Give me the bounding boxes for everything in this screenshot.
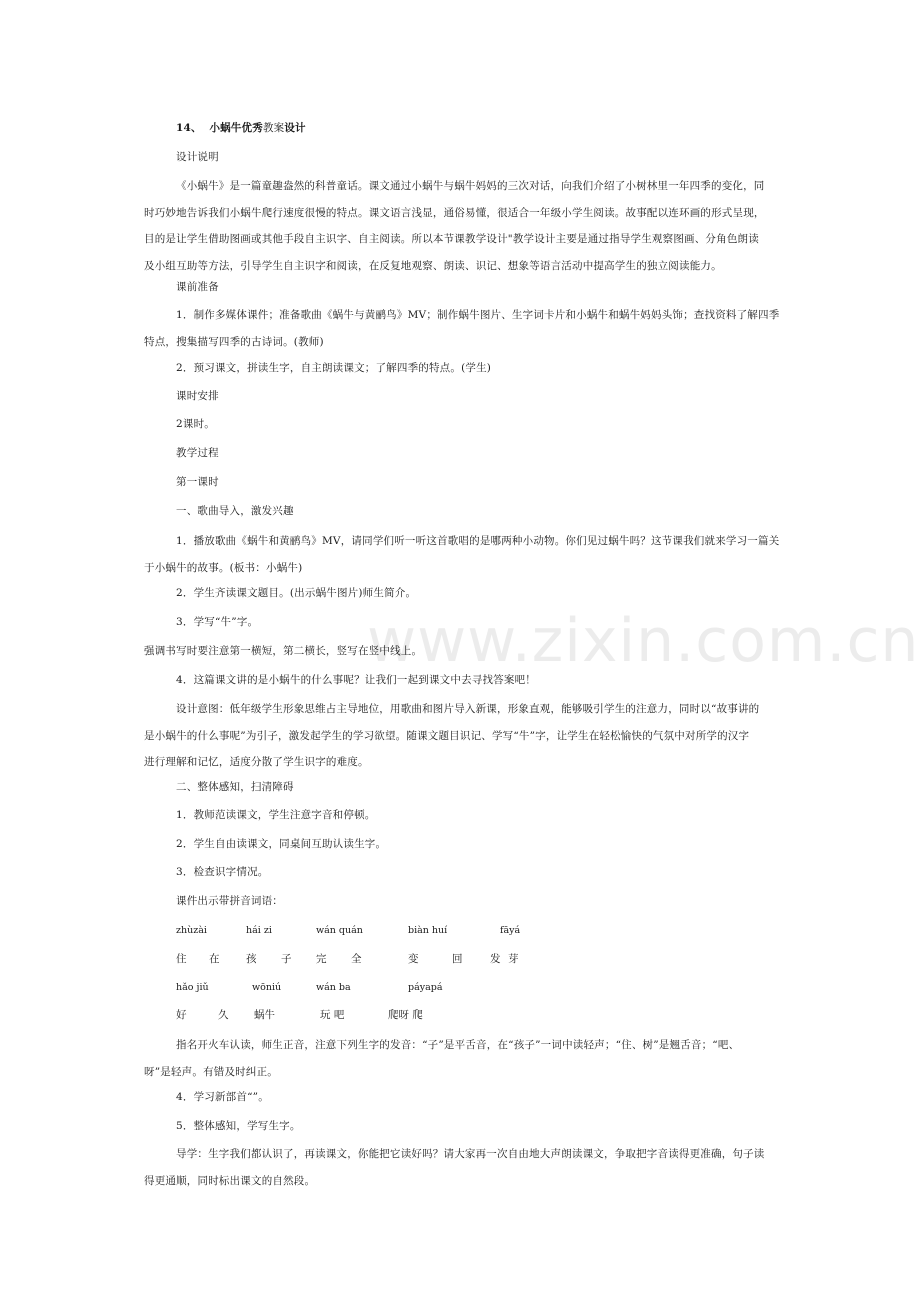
character: 发 bbox=[490, 953, 501, 965]
part2-item-4: 4．学习新部首“”。 bbox=[176, 1091, 269, 1103]
title-end: 设计 bbox=[284, 122, 306, 134]
pinyin-word: biàn huí bbox=[408, 925, 448, 936]
prep-item-2: 2．预习课文，拼读生字，自主朗读课文；了解四季的特点。(学生) bbox=[176, 362, 492, 374]
pinyin-word: wán ba bbox=[316, 982, 351, 993]
train-reading bbox=[144, 1032, 776, 1085]
pinyin-intro: 课件出示带拼音词语： bbox=[176, 895, 283, 907]
heading-process: 教学过程 bbox=[176, 447, 219, 459]
title-number: 14、 bbox=[176, 122, 202, 134]
character: 玩 吧 bbox=[320, 1009, 345, 1021]
character: 全 bbox=[351, 953, 362, 965]
paragraph-line: 于小蜗牛的故事。(板书：小蜗牛) bbox=[144, 561, 303, 574]
pinyin-word: fāyá bbox=[500, 925, 521, 936]
paragraph-line: 进行理解和记忆，适度分散了学生识字的难度。 bbox=[144, 756, 369, 768]
part1-item-3: 3．学写“牛”字。 bbox=[176, 616, 259, 628]
paragraph-line: 得更通顺，同时标出课文的自然段。 bbox=[144, 1174, 316, 1187]
character: 芽 bbox=[508, 953, 519, 965]
watermark: www.zixin.com.cn bbox=[367, 606, 920, 676]
paragraph-line: 特点，搜集描写四季的古诗词。(教师) bbox=[144, 335, 324, 348]
heading-preparation: 课前准备 bbox=[176, 281, 219, 293]
part1-item-1 bbox=[144, 528, 780, 581]
paragraph-line: 是小蜗牛的什么事呢”为引子，激发起学生的学习欲望。随课文题目识记、学写“牛”字，让学生在轻松愉快的气氛中对所学的汉字 bbox=[144, 729, 750, 742]
part2-item-3: 3．检查识字情况。 bbox=[176, 866, 269, 878]
paragraph-line: 设计意图：低年级学生形象思维占主导地位，用歌曲和图片导入新课，形象直观，能够吸引学生的注意力，同时以“故事讲的 bbox=[176, 703, 760, 715]
heading-design-notes: 设计说明 bbox=[176, 151, 219, 163]
paragraph-line: 目的是让学生借助图画或其他手段自主识字、自主阅读。所以本节课教学设计"教学设计主要是通过指导学生观察图画、分角色朗读 bbox=[144, 233, 759, 245]
pinyin-word: wōniú bbox=[252, 982, 282, 993]
character: 住 bbox=[176, 953, 187, 965]
character: 在 bbox=[209, 953, 220, 965]
character: 子 bbox=[281, 953, 292, 965]
title-mid: 教案 bbox=[262, 122, 285, 134]
character: 完 bbox=[316, 953, 327, 965]
pinyin-word: hǎo jiǔ bbox=[176, 982, 209, 993]
pinyin-word: hái zi bbox=[246, 925, 272, 936]
pinyin-word: páyapá bbox=[408, 982, 443, 993]
paragraph-line: 《小蜗牛》是一篇童趣盎然的科普童话。课文通过小蜗牛与蜗牛妈妈的三次对话，向我们介绍了小树林里一年四季的变化，同 bbox=[176, 180, 765, 192]
heading-schedule: 课时安排 bbox=[176, 390, 219, 402]
part1-item-3-note: 强调书写时要注意第一横短，第二横长，竖写在竖中线上。 bbox=[144, 645, 423, 657]
part1-item-4: 4．这篇课文讲的是小蜗牛的什么事呢？让我们一起到课文中去寻找答案吧！ bbox=[176, 674, 536, 686]
paragraph-line: 1．播放歌曲《蜗牛和黄鹂鸟》MV，请同学们听一听这首歌唱的是哪两种小动物。你们见过蜗牛吗？这节课我们就来学习一篇关 bbox=[176, 535, 780, 547]
part1-item-2: 2．学生齐读课文题目。(出示蜗牛图片)师生简介。 bbox=[176, 587, 417, 599]
pinyin-word: wán quán bbox=[316, 925, 363, 936]
paragraph-line: 指名开火车认读，师生正音，注意下列生字的发音：“子”是平舌音，在“孩子”一词中读轻声；“住、树”是翘舌音；“吧、 bbox=[176, 1039, 740, 1051]
design-intent bbox=[144, 696, 776, 776]
paragraph-line: 导学：生字我们都认识了，再读课文，你能把它读好吗？请大家再一次自由地大声朗读课文，争取把字音读得更准确，句子读 bbox=[176, 1148, 765, 1160]
prep-item-1 bbox=[144, 302, 780, 355]
part2-item-2: 2．学生自由读课文，同桌间互助认读生字。 bbox=[176, 838, 387, 850]
paragraph-line: 时巧妙地告诉我们小蜗牛爬行速度很慢的特点。课文语言浅显，通俗易懂，很适合一年级小学生阅读。故事配以连环画的形式呈现， bbox=[144, 206, 765, 219]
guide-paragraph bbox=[144, 1141, 776, 1194]
part2-item-1: 1．教师范读课文，学生注意字音和停顿。 bbox=[176, 809, 376, 821]
paragraph-line: 及小组互助等方法，引导学生自主识字和阅读，在反复地观察、朗读、识记、想象等语言活动中提高学生的独立阅读能力。 bbox=[144, 259, 722, 272]
pinyin-word: zhùzài bbox=[176, 925, 207, 936]
paragraph-line: 1．制作多媒体课件；准备歌曲《蜗牛与黄鹂鸟》MV；制作蜗牛图片、生字词卡片和小蜗牛和蜗牛妈妈头饰；查找资料了解四季 bbox=[176, 309, 780, 321]
part2-item-5: 5．整体感知，学写生字。 bbox=[176, 1120, 301, 1132]
character: 久 bbox=[218, 1009, 229, 1021]
paragraph-line: 呀”是轻声。有错及时纠正。 bbox=[144, 1065, 278, 1078]
character: 回 bbox=[452, 953, 463, 965]
part-two-heading: 二、整体感知，扫清障碍 bbox=[176, 781, 294, 793]
design-paragraph bbox=[144, 173, 776, 279]
character: 蜗牛 bbox=[254, 1009, 275, 1021]
schedule-value: 2课时。 bbox=[176, 418, 215, 430]
character: 孩 bbox=[246, 953, 257, 965]
doc-title bbox=[176, 115, 776, 142]
character: 爬呀 爬 bbox=[388, 1009, 423, 1021]
character: 好 bbox=[176, 1009, 187, 1021]
lesson-one-heading: 第一课时 bbox=[176, 476, 219, 488]
character: 变 bbox=[408, 953, 419, 965]
part-one-heading: 一、歌曲导入，激发兴趣 bbox=[176, 505, 294, 517]
title-main: 小蜗牛优秀 bbox=[209, 122, 263, 134]
